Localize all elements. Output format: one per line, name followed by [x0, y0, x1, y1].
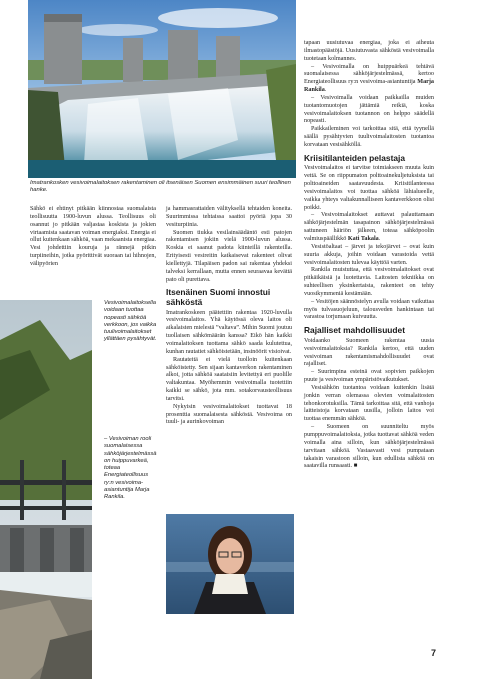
section-heading: Rajalliset mahdollisuudet [304, 325, 405, 336]
body-paragraph: tapaan uusiutuvaa energiaa, joka ei aiheuta ilmastopäästöjä. Uusiutuvasta sähköstä vesivoimalla tuotetaan kolmannes. [304, 40, 434, 62]
column-3 [304, 40, 434, 471]
body-paragraph: Rautateitä ei vielä tuolloin kuitenkaan sähköistetty. Sen sijaan kantaverkon rakentaminen alkoi, jotta sähköä saataisiin levitettyä eri puolille valtakuntaa. Myöhemmin vesivoimalla tuotettiin kaikki se sähkö, jota mm. sotakorvausteollisuus tarvitsi. [166, 356, 292, 402]
body-paragraph: – Vesivoimalaitokset auttavat palauttamaan sähköjärjestelmän tasapainon sähköjärjestelmässä sattuneen häiriön jälkeen, toteaa sähköpoolin valmiuspäällikkö Kati Takala. [304, 212, 434, 242]
body-paragraph: Vesisähkön tuotantoa voidaan kuitenkin lisätä jonkin verran olemassa olevien voimalaitosten tehonkorotuksilla. Tämä tarkoittaa sitä, että vanhoja laitteistoja korvataan uusilla, jolloin laitos voi tuottaa enemmän sähköä. [304, 384, 434, 423]
section-heading: Itsenäinen Suomi innostui sähköstä [166, 287, 271, 308]
pull-quote: Vesivoimalaitoksella voidaan tuottaa nopeasti sähköä verkkoon, jos vaikka tuulivoimalaitokset yllättäen pysähtyvät. [104, 300, 157, 343]
body-paragraph: – Vesitöjen säännöstelyn avulla voidaan vaikuttaa myös tulvasuojeluun, talousveden hankintaan tai varastoa torjumaan kuivuutta. [304, 298, 434, 321]
body-paragraph: ja hammasrattaiden välityksellä tehtaiden koneita. Suurimmissa tehtaissa saattoi pyöriä jopa 30 vesiturpiinia. [166, 206, 292, 228]
body-paragraph: Rankila muistuttaa, että vesivoimalaitokset ovat pitkäikäisiä ja luotettavia. Laitosten tekniikka on suhteellisen yksinkertaista, rakenteet on tehty vuosikymmeniä kestämään. [304, 267, 434, 297]
body-paragraph: Imatrankoskeen päätettiin rakentaa 1920-luvulla vesivoimalaitos. Yhä käytössä oleva laitos oli aikalaisten mielestä ”valtava”. Mihin Suomi joutuu tuollaisen sähkömäärän kanssa? Eikö hän kaikki voimalaitoksen tuottama sähkö saada kulutettua, kunhan rautatiet sähköistetään, insinöörit visioivat. [166, 309, 292, 355]
body-paragraph: – Vesivoimalla on huippuärkeä tehtävä suomalaisessa sähköjärjestelmässä, kertoo Energiateollisuus ry:n vesivoima-asiantuntija Marja Rankila. [304, 63, 434, 94]
body-paragraph: – Suomeen on suunniteltu myös pumppuvoimalaitoksia, jotka tuottavat sähköä veden voimalla aina silloin, kun sähköjärjestelmässä tarvitaan sähköä. Vastaavasti vesi pumpataan takaisin varastoon silloin, kun edullista sähköä on saatavilla runsaasti. ■ [304, 424, 434, 470]
hero-caption: Imatrankosken vesivoimalaitoksen rakentaminen oli itsenäisen Suomen ensimmäinen suuri teollinen hanke. [30, 180, 291, 194]
pull-quote-attribution: – Vesivoiman rooli suomalaisessa sähköjärjestelmässä on huippuvarkeä, toteaa Energiateollisuus ry:n vesivoima-asiantuntija Marja Rankila. [104, 436, 157, 501]
person-name: Marja Rankila [304, 79, 434, 94]
body-paragraph: Suomen tiukka vesilainsäädäntö esti patojen rakentamisen jokiin vielä 1900-luvun alussa. Koskia ei saanut padota kiinteillä rakenteilla. Erityisesti vesireitin katkaisevat rakenteet olivat kiellettyjä. Tilapäisen padon sai rakentaa yhdeksi talveksi kerrallaan, mutta ennen seuraavaa kevättä pato oli purettava. [166, 229, 292, 283]
person-name: Kati Takala [347, 236, 379, 242]
column-2 [166, 206, 292, 427]
body-paragraph: Sähkö ei ehtinyt pitkään kiinnostaa suomalaista teollisuutta 1900-luvun alussa. Teollisuus oli osannut jo pitkään valjastaa koskista ja jokien virtaamista saatavan voiman energiaksi. Energia ei ollut kuitenkaan sähköä, vaan mekaanista energiaa. Vesi johdettiin kouruja ja rännejä pitkin turpiineihin, jotka pyörittivät suoraan tai hihnojen, välipyörien [30, 206, 156, 267]
hero-photo [28, 0, 296, 178]
page-number: 7 [430, 648, 436, 658]
side-photo [0, 300, 92, 679]
column-1 [30, 206, 156, 269]
body-paragraph: Nykyisin vesivoimalaitokset tuottavat 18 prosenttia suomalaisesta sähköstä. Vesivoima on tuuli- ja aurinkovoiman [166, 403, 292, 426]
body-paragraph: Vesivoimalaitos ei tarvitse toimiakseen muuta kuin vettä. Se on riippumaton polttoainekuljetuksista tai polttoaineiden saatavuudesta. Kriisitilanteessa vesivoimalaitos voi tuottaa sähköä lähialueelle, vaikka yhteys valtakunnalliseen kantaverkkoon olisi poikki. [304, 165, 434, 211]
body-paragraph: Voidaanko Suomeen rakentaa uusia vesivoimalaitoksia? Rankila kertoo, että uuden vesivoiman rakentamismahdollisuudet ovat rajalliset. [304, 337, 434, 368]
end-mark: ■ [353, 463, 358, 470]
body-paragraph: – Vesivoimalla voidaan paikkailla muiden tuotantomuotojen jättämiä reikiä, koska vesivoimalaitoksen tuotannon on helppo säädellä nopeasti. [304, 94, 434, 125]
portrait-photo [166, 514, 294, 614]
body-paragraph: – Suurimpina esteinä ovat sopivien paikkojen puute ja vesivoiman ympäristövaikutukset. [304, 369, 434, 384]
body-paragraph: Paikkaileminen voi tarkoittaa sitä, että tyynellä säällä pysähtyvien tuulivoimalaitosten tuotantoa korvataan vesisähköllä. [304, 126, 434, 148]
section-heading: Kriisitilanteiden pelastaja [304, 152, 405, 163]
body-paragraph: Vesistöaltaat – järvet ja tekojärvet – ovat kuin suuria akkuja, joihin voidaan varastoida vettä vesivoimalaitosten tulevaa käyttöä varten. [304, 243, 434, 266]
